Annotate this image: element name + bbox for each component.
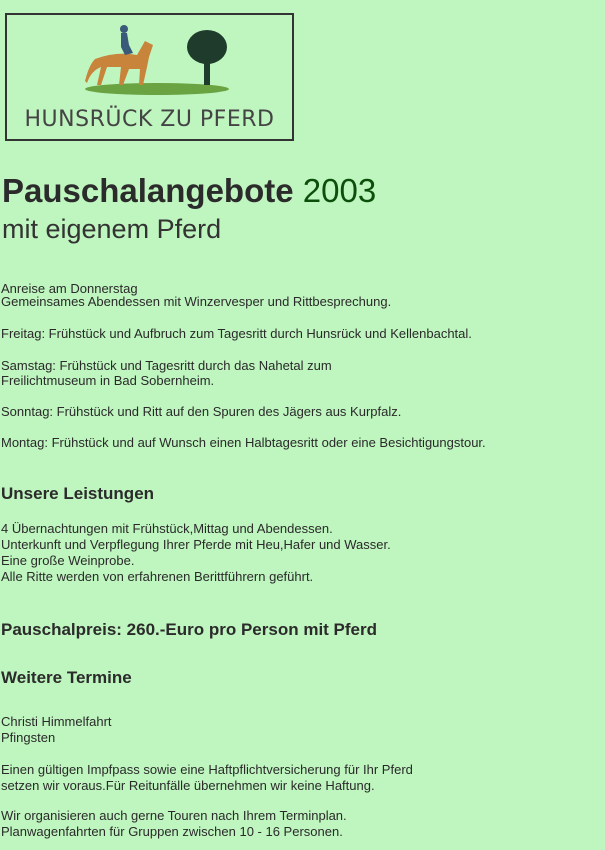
services-line-2: Unterkunft und Verpflegung Ihrer Pferde mit Heu,Hafer und Wasser. (1, 537, 391, 552)
sunday-line: Sonntag: Frühstück und Ritt auf den Spuren des Jägers aus Kurpfalz. (1, 404, 402, 419)
horse-rider-tree-icon (77, 21, 237, 101)
dates-line-1: Christi Himmelfahrt (1, 714, 112, 729)
dates-line-2: Pfingsten (1, 730, 56, 745)
services-line-4: Alle Ritte werden von erfahrenen Berittführern geführt. (1, 569, 314, 584)
logo-text: HUNSRÜCK ZU PFERD (24, 107, 275, 132)
monday-line: Montag: Frühstück und auf Wunsch einen Halbtagesritt oder eine Besichtigungstour. (1, 435, 486, 450)
page-subtitle: mit eigenem Pferd (2, 214, 222, 244)
friday-line: Freitag: Frühstück und Aufbruch zum Tagesritt durch Hunsrück und Kellenbachtal. (1, 326, 472, 341)
services-line-3: Eine große Weinprobe. (1, 553, 135, 568)
services-heading: Unsere Leistungen (1, 484, 155, 503)
price-heading: Pauschalpreis: 260.-Euro pro Person mit Pferd (1, 620, 378, 639)
tours-line-1: Wir organisieren auch gerne Touren nach Ihrem Terminplan. (1, 808, 347, 823)
arrival-line-1: Anreise am Donnerstag (1, 281, 138, 296)
saturday-line-2: Freilichtmuseum in Bad Sobernheim. (1, 373, 215, 388)
saturday-line-1: Samstag: Frühstück und Tagesritt durch das Nahetal zum (1, 358, 332, 373)
tours-line-2: Planwagenfahrten für Gruppen zwischen 10 - 16 Personen. (1, 824, 343, 839)
dates-heading: Weitere Termine (1, 668, 132, 687)
insurance-line-1: Einen gültigen Impfpass sowie eine Haftpflichtversicherung für Ihr Pferd (1, 762, 413, 777)
insurance-line-2: setzen wir voraus.Für Reitunfälle übernehmen wir keine Haftung. (1, 778, 375, 793)
logo (5, 13, 294, 141)
arrival-line-2: Gemeinsames Abendessen mit Winzervesper und Rittbesprechung. (1, 294, 392, 309)
page-title (2, 172, 376, 210)
title-text: Pauschalangebote (2, 172, 294, 209)
services-line-1: 4 Übernachtungen mit Frühstück,Mittag und Abendessen. (1, 521, 333, 536)
title-year: 2003 (302, 172, 377, 209)
